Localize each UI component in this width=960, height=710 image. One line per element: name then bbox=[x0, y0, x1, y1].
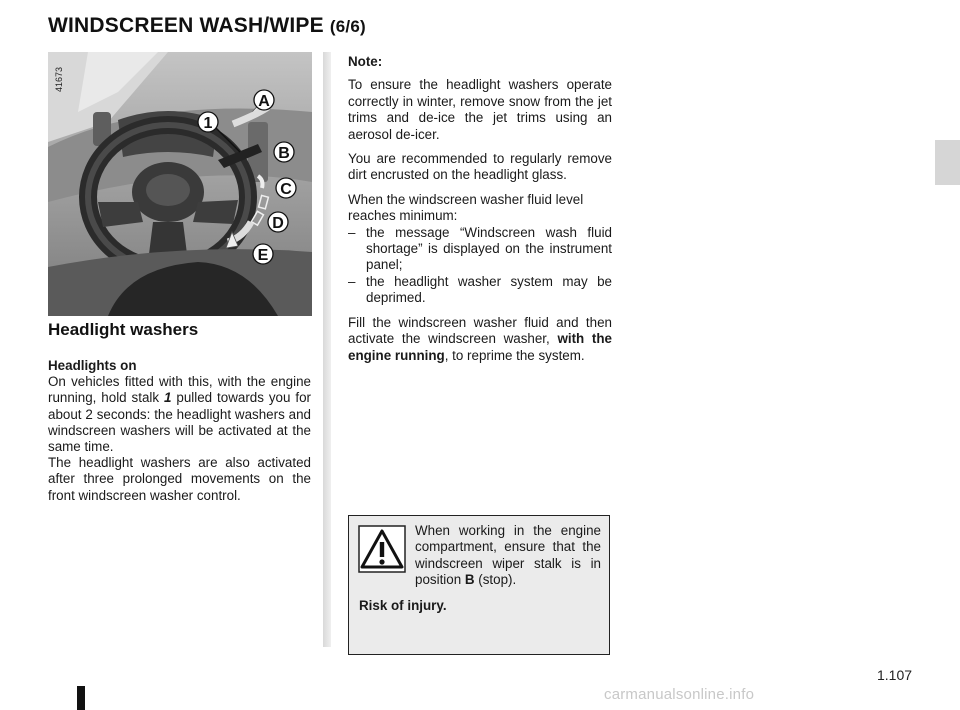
risk-label: Risk of injury. bbox=[359, 598, 447, 613]
corner-mark bbox=[77, 686, 85, 710]
callout-e bbox=[253, 244, 273, 264]
note-paragraph-4 bbox=[348, 315, 612, 364]
callout-d-label: D bbox=[272, 215, 284, 232]
callout-a bbox=[254, 90, 274, 110]
paragraph-headlights-on bbox=[48, 374, 311, 455]
callout-c bbox=[276, 178, 296, 198]
warn-pre: When working in the engine compartment, ensure that the windscreen wiper stalk is in position bbox=[415, 523, 601, 588]
fluid-bullet-list bbox=[348, 225, 612, 307]
page-number: 1.107 bbox=[877, 667, 913, 683]
section-tab bbox=[935, 140, 960, 185]
warn-post: (stop). bbox=[474, 572, 517, 588]
section-heading: Headlight washers bbox=[48, 320, 199, 339]
paragraph-prolonged: The headlight washers are also activated after three prolonged movements on the front windscreen washer control. bbox=[48, 455, 311, 503]
callout-a-label: A bbox=[258, 93, 270, 110]
warning-box bbox=[348, 515, 610, 655]
callout-b-label: B bbox=[278, 145, 290, 162]
note-paragraph-3: When the windscreen washer fluid level reaches minimum: bbox=[348, 191, 584, 224]
p4-pre: Fill the windscreen washer fluid and then activate the windscreen washer, bbox=[348, 314, 612, 347]
p4-post: , to reprime the system. bbox=[444, 347, 585, 363]
para1-pre: On vehicles fitted with this, with the engine running, hold stalk bbox=[48, 374, 311, 406]
note-label: Note: bbox=[348, 54, 383, 69]
stalk-ref: 1 bbox=[164, 390, 172, 406]
callout-b bbox=[274, 142, 294, 162]
right-column-text bbox=[348, 54, 612, 372]
p4-bold: with the engine running bbox=[348, 331, 612, 363]
column-divider bbox=[323, 52, 331, 647]
title-text: WINDSCREEN WASH/WIPE bbox=[48, 14, 324, 37]
callout-e-label: E bbox=[257, 247, 269, 264]
bullet-2-text: the headlight washer system may be deprimed. bbox=[366, 273, 612, 306]
note-paragraph-1: To ensure the headlight washers operate correctly in winter, remove snow from the jet trims and de-ice the jet trims using an aerosol de-icer. bbox=[348, 77, 612, 142]
callout-c-label: C bbox=[280, 181, 292, 198]
subheading: Headlights on bbox=[48, 358, 137, 373]
list-item: – the headlight washer system may be deprimed. bbox=[348, 273, 612, 306]
warning-triangle-icon bbox=[358, 525, 406, 573]
list-item: – the message “Windscreen wash fluid shortage” is displayed on the instrument panel; bbox=[348, 224, 612, 273]
title-part: (6/6) bbox=[329, 17, 366, 36]
figure-code: 41673 bbox=[54, 66, 64, 92]
callout-1-label: 1 bbox=[203, 115, 213, 132]
illustration-svg bbox=[48, 52, 312, 316]
warning-text bbox=[415, 523, 601, 589]
left-column-text bbox=[48, 358, 311, 504]
warn-bold: B bbox=[464, 572, 475, 588]
page-title bbox=[48, 14, 366, 38]
watermark: carmanualsonline.info bbox=[604, 686, 755, 703]
bullet-1-text: the message “Windscreen wash fluid shortage” is displayed on the instrument panel; bbox=[366, 224, 612, 273]
note-paragraph-2: You are recommended to regularly remove dirt encrusted on the headlight glass. bbox=[348, 151, 612, 183]
callout-d bbox=[268, 212, 288, 232]
steering-wheel-illustration bbox=[48, 52, 312, 316]
para1-post: pulled towards you for about 2 seconds: the headlight washers and windscreen washers will be activated at the same time. bbox=[48, 390, 311, 455]
